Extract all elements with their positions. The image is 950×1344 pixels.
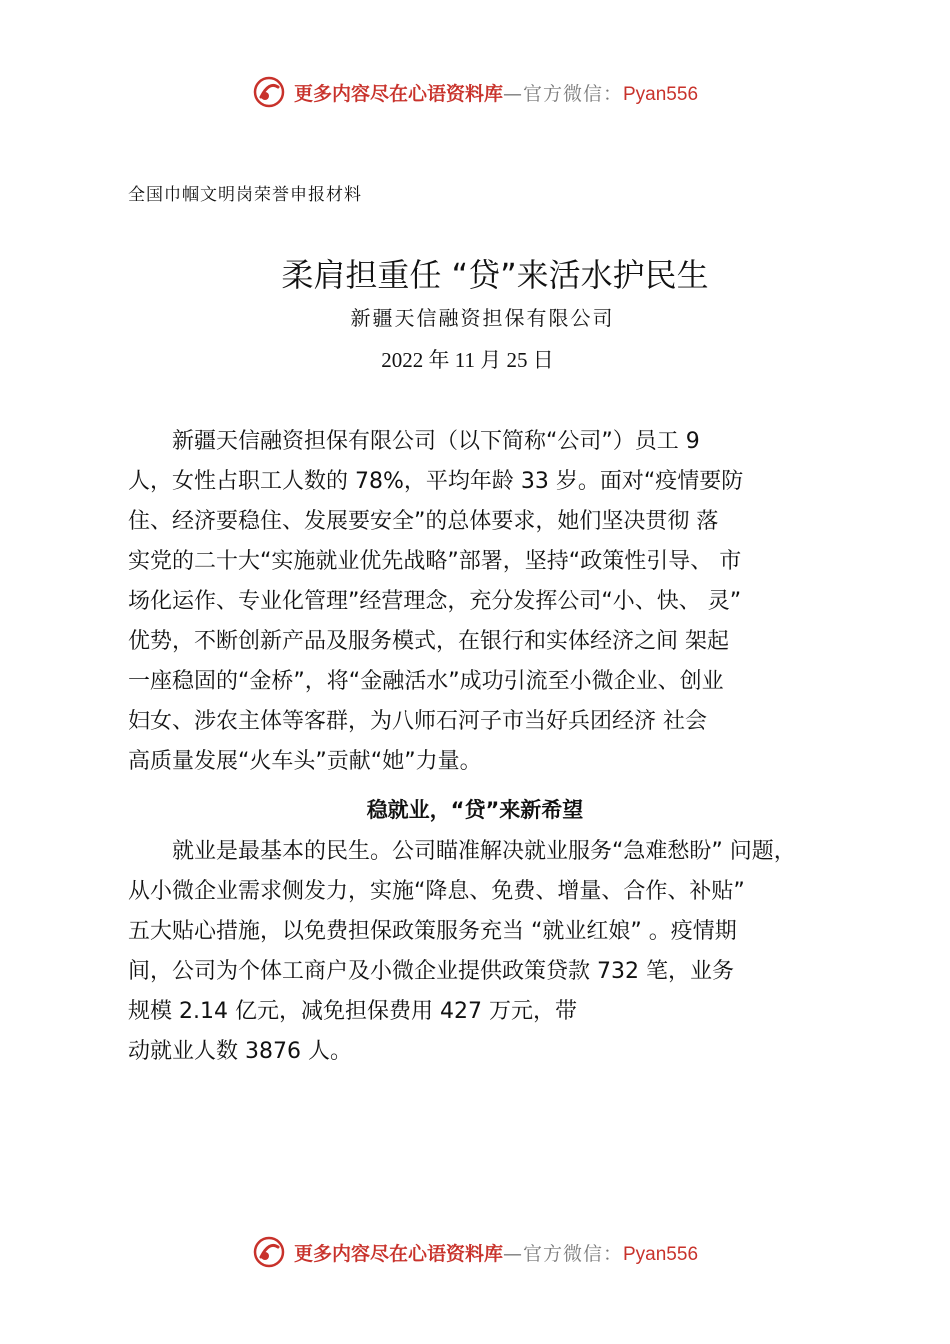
banner-wechat-id: Pyan556	[623, 1243, 699, 1265]
document-title: 柔肩担重任 “贷”来活水护民生	[281, 256, 709, 294]
paragraph-line: 优势，不断创新产品及服务模式，在银行和实体经济之间 架起	[128, 629, 729, 654]
paragraph-line: 妇女、涉农主体等客群，为八师石河子市当好兵团经济 社会	[128, 709, 707, 734]
paragraph-line: 五大贴心措施，以免费担保政策服务充当 “就业红娘” 。疫情期	[128, 919, 737, 944]
paragraph-line: 从小微企业需求侧发力，实施“降息、免费、增量、合作、补贴”	[128, 879, 745, 904]
paragraph-line: 住、经济要稳住、发展要安全”的总体要求，她们坚决贯彻 落	[128, 509, 719, 534]
organization-name: 新疆天信融资担保有限公司	[350, 306, 615, 330]
section-paragraph	[128, 832, 858, 1072]
intro-paragraph	[128, 422, 858, 782]
banner-wechat-id: Pyan556	[623, 83, 699, 105]
banner-separator: —官方微信：	[502, 82, 623, 105]
paragraph-line: 实党的二十大“实施就业优先战略”部署，坚持“政策性引导、 市	[128, 549, 742, 574]
footer-banner	[0, 1232, 950, 1272]
banner-text	[294, 1239, 698, 1266]
banner-main: 更多内容尽在心语资料库	[293, 82, 503, 105]
paragraph-line: 动就业人数 3876 人。	[128, 1039, 352, 1064]
paragraph-line: 高质量发展“火车头”贡献“她”力量。	[128, 749, 482, 774]
paragraph-line: 就业是最基本的民生。公司瞄准解决就业服务“急难愁盼” 问题，	[128, 839, 796, 864]
brand-logo-icon	[252, 75, 286, 109]
banner-text	[294, 79, 698, 106]
document-date: 2022 年 11 月 25 日	[381, 348, 554, 372]
header-banner	[0, 72, 950, 112]
section-heading: 稳就业，“贷”来新希望	[366, 798, 584, 822]
paragraph-line: 场化运作、专业化管理”经营理念，充分发挥公司“小、快、 灵”	[128, 589, 742, 614]
paragraph-line: 间，公司为个体工商户及小微企业提供政策贷款 732 笔，业务	[128, 959, 734, 984]
document-category: 全国巾帼文明岗荣誉申报材料	[128, 185, 362, 205]
banner-separator: —官方微信：	[502, 1242, 623, 1265]
paragraph-line: 人，女性占职工人数的 78%，平均年龄 33 岁。面对“疫情要防	[128, 469, 744, 494]
paragraph-line: 规模 2.14 亿元，减免担保费用 427 万元，带	[128, 999, 577, 1024]
paragraph-line: 一座稳固的“金桥”，将“金融活水”成功引流至小微企业、创业	[128, 669, 724, 694]
paragraph-line: 新疆天信融资担保有限公司（以下简称“公司”）员工 9	[128, 429, 700, 454]
brand-logo-icon	[252, 1235, 286, 1269]
banner-main: 更多内容尽在心语资料库	[293, 1242, 503, 1265]
